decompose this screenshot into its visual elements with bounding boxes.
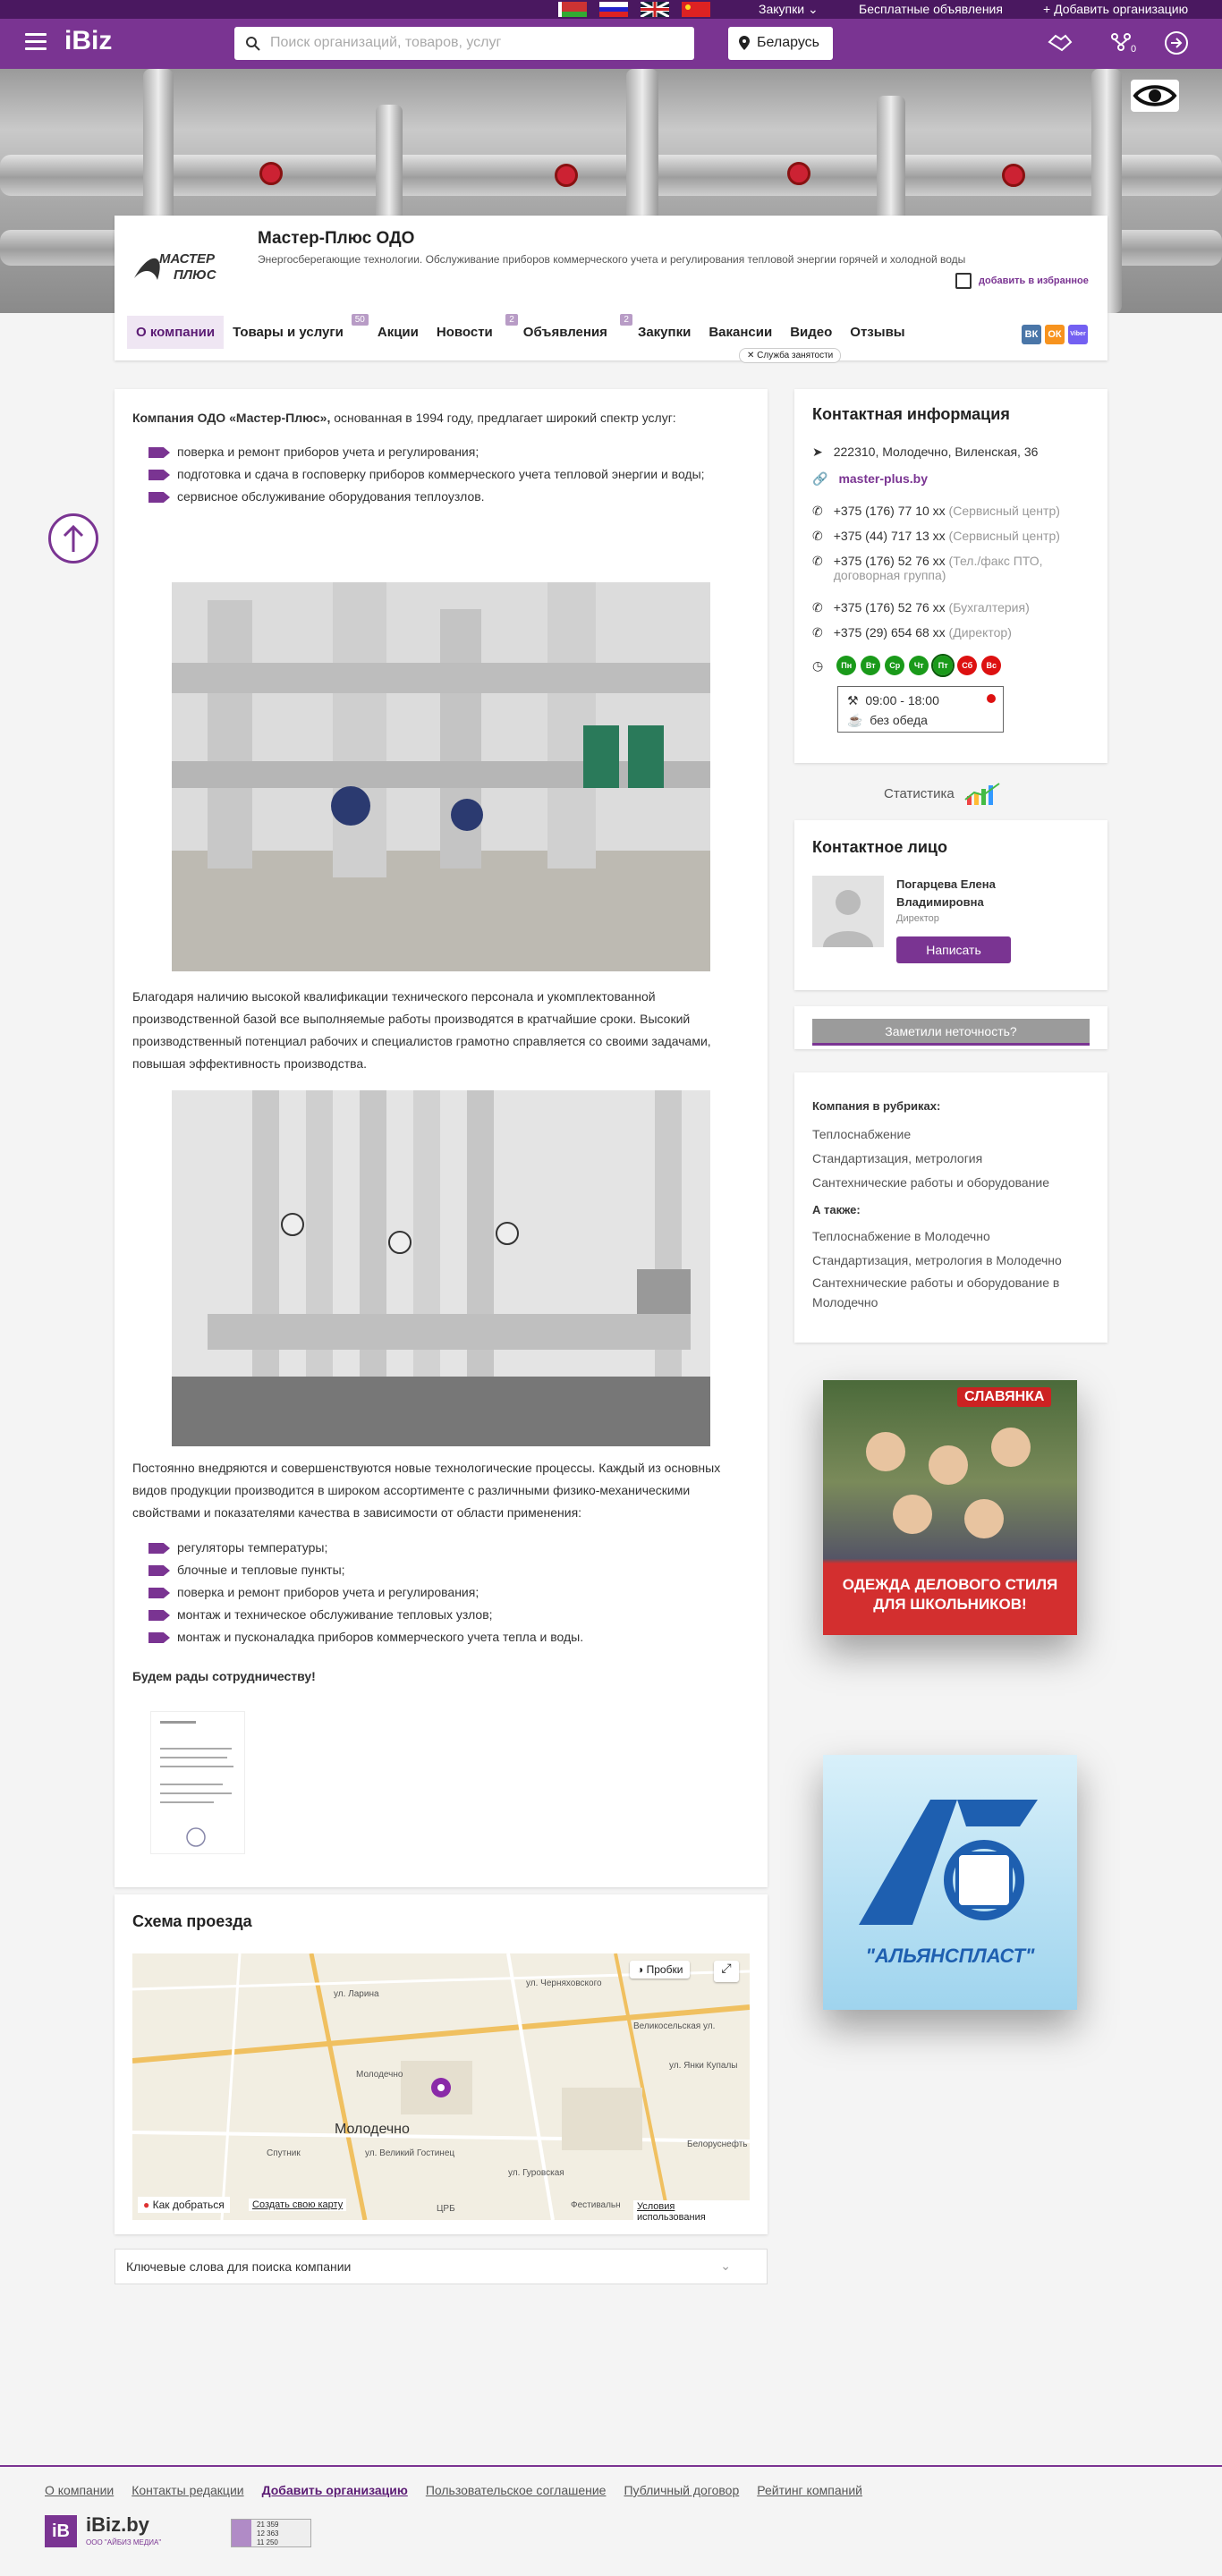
about-section (115, 389, 768, 1887)
cn-flag-icon[interactable] (682, 2, 710, 17)
coffee-icon: ☕ (847, 713, 863, 727)
statistics-link[interactable] (884, 782, 1005, 807)
footer (0, 2390, 1222, 2576)
location-pin-icon (739, 36, 750, 50)
employment-service-badge[interactable]: ✕ Служба занятости (739, 348, 841, 363)
certificate-document-image[interactable] (150, 1711, 245, 1854)
uk-flag-icon[interactable] (641, 2, 669, 17)
language-flags (558, 2, 710, 17)
slavyanka-ad[interactable] (823, 1380, 1077, 1635)
address-row (812, 445, 1099, 460)
services-list (149, 441, 748, 508)
phone-number[interactable]: +375 (176) 52 76 xx (833, 600, 946, 614)
site-row (812, 471, 1099, 487)
keywords-accordion[interactable] (115, 2249, 768, 2284)
hours-text: 09:00 - 18:00 (865, 693, 939, 708)
intro-text: основанная в 1994 году, предлагает широкий спектр услуг: (330, 411, 676, 425)
company-tabs (127, 314, 914, 350)
tab-label: Отзывы (850, 324, 905, 340)
yandex-map[interactable] (132, 1953, 750, 2220)
search-placeholder: Поиск организаций, товаров, услуг (270, 35, 502, 50)
footer-divider (0, 2465, 1222, 2467)
fullscreen-icon[interactable]: ⤢ (714, 1961, 739, 1982)
footer-brand-sub: ООО "АЙБИЗ МЕДИА" (86, 2538, 162, 2546)
company-subtitle: Энергосберегающие технологии. Обслуживание приборов коммерческого учета и регулирования тепловой энергии горячей и холодной воды (258, 253, 966, 266)
compare-count: 0 (1131, 44, 1137, 55)
map-street-label: Великосельская ул. (633, 2021, 716, 2031)
ad-text: ОДЕЖДА ДЕЛОВОГО СТИЛЯ ДЛЯ ШКОЛЬНИКОВ! (842, 1576, 1058, 1613)
footer-link[interactable]: Рейтинг компаний (757, 2483, 862, 2497)
company-card (115, 216, 1107, 360)
map-poi-label: Фестивальн (571, 2200, 621, 2210)
footer-link[interactable]: Контакты редакции (132, 2483, 244, 2497)
phone-row (812, 600, 1099, 615)
favorite-label: добавить в избранное (979, 275, 1089, 286)
tab-label: Акции (377, 324, 419, 340)
lunch-text: без обеда (870, 713, 928, 727)
region-select[interactable] (728, 27, 833, 60)
phone-row (812, 554, 1099, 582)
tab-goods[interactable] (224, 314, 365, 349)
site-logo[interactable]: iBiz (64, 26, 113, 55)
phone-row (812, 625, 1099, 640)
company-name: Мастер-Плюс ОДО (258, 229, 415, 248)
statistics-label: Статистика (884, 785, 955, 801)
list-item: поверка и ремонт приборов учета и регулирования; (149, 441, 748, 463)
phone-row (812, 504, 1099, 519)
tab-purchases[interactable] (629, 316, 700, 349)
header (0, 19, 1222, 69)
rubric-city-link[interactable]: Стандартизация, метрология в Молодечно (812, 1253, 1062, 1267)
footer-links (45, 2483, 862, 2497)
day-badge[interactable]: Ср (885, 656, 904, 675)
tab-vacancies[interactable] (700, 316, 781, 349)
list-item: регуляторы температуры; (149, 1537, 748, 1559)
phone-icon: ✆ (812, 554, 823, 568)
work-days (812, 656, 1001, 675)
rubric-city-link[interactable]: Сантехнические работы и оборудование в Молодечно (812, 1275, 1060, 1309)
tab-label: Закупки (637, 324, 692, 340)
arrow-up-icon (51, 516, 96, 561)
list-item: подготовка и сдача в госповерку приборов коммерческого учета тепловой энергии и воды; (149, 463, 748, 486)
day-badge[interactable]: Чт (909, 656, 929, 675)
map-poi-label: ЦРБ (437, 2204, 455, 2214)
tab-label: Новости (436, 324, 493, 340)
by-flag-icon[interactable] (558, 2, 587, 17)
working-hours-popup (837, 686, 1004, 733)
free-ads-link[interactable]: Бесплатные объявления (859, 2, 1003, 16)
rubrics-panel (794, 1072, 1107, 1343)
top-strip (0, 0, 1222, 19)
clock-icon: ◷ (812, 657, 824, 673)
also-title: А также: (812, 1203, 861, 1216)
handshake-icon[interactable] (1047, 30, 1073, 56)
ok-icon[interactable]: ОК (1045, 325, 1065, 344)
map-poi-label: Белоруснефть (687, 2140, 748, 2149)
region-label: Беларусь (757, 35, 819, 50)
list-item: монтаж и пусконаладка приборов коммерческого учета тепла и воды. (149, 1626, 748, 1648)
tab-news[interactable] (428, 314, 514, 349)
footer-link[interactable]: Публичный договор (624, 2483, 740, 2497)
list-item: блочные и тепловые пункты; (149, 1559, 748, 1581)
map-title: Схема проезда (132, 1912, 252, 1930)
tab-promotions[interactable] (369, 316, 428, 349)
map-poi-label: Спутник (267, 2148, 301, 2158)
logo-text-1: МАСТЕР (159, 251, 216, 267)
counter-icon (232, 2520, 251, 2546)
tab-label: Объявления (522, 324, 607, 340)
report-panel (794, 1006, 1107, 1049)
ad-brand: СЛАВЯНКА (957, 1387, 1051, 1407)
tab-badge: 2 (620, 314, 632, 326)
site-link[interactable]: master-plus.by (838, 471, 929, 486)
route-label: Как добраться (152, 2199, 225, 2211)
viber-icon[interactable]: Viber (1068, 325, 1088, 344)
day-badge[interactable]: Вс (981, 656, 1001, 675)
phone-icon: ✆ (812, 600, 823, 614)
login-icon[interactable] (1163, 30, 1190, 56)
link-icon: 🔗 (812, 471, 828, 486)
boiler-room-photo[interactable] (172, 582, 710, 971)
report-error-button[interactable]: Заметили неточность? (812, 1019, 1090, 1046)
phone-row (812, 529, 1099, 544)
intro-paragraph (132, 407, 750, 429)
list-item: сервисное обслуживание оборудования теплоузлов. (149, 486, 748, 508)
logo-text-2: ПЛЮС (174, 267, 216, 283)
counter-value: 11 250 (257, 2538, 278, 2546)
alliansplast-ad[interactable] (823, 1755, 1077, 2010)
tab-about[interactable] (127, 316, 224, 349)
status-dot (987, 694, 996, 703)
tab-video[interactable] (781, 316, 841, 349)
keywords-label: Ключевые слова для поиска компании (126, 2259, 352, 2274)
contact-person-title: Контактное лицо (812, 838, 947, 856)
add-to-favorites[interactable] (955, 273, 1089, 289)
rubric-link[interactable]: Стандартизация, метрология (812, 1151, 983, 1165)
write-message-button[interactable]: Написать (896, 936, 1011, 963)
phone-note: (Тел./факс ПТО, договорная группа) (833, 554, 1043, 582)
rubrics-title: Компания в рубриках: (812, 1099, 941, 1113)
phone-icon: ✆ (812, 529, 823, 543)
compare-button[interactable] (1107, 30, 1137, 61)
intro-bold: Компания ОДО «Мастер-Плюс», (132, 411, 331, 425)
search-icon (245, 36, 261, 52)
employment-service-label: Служба занятости (757, 351, 834, 360)
visitor-counter[interactable] (231, 2519, 311, 2547)
map-street-label: ул. Черняховского (526, 1979, 602, 1988)
phone-icon: ✆ (812, 504, 823, 518)
contact-person-panel (794, 820, 1107, 990)
chart-icon (963, 782, 1005, 807)
list-item: монтаж и техническое обслуживание тепловых узлов; (149, 1604, 748, 1626)
tab-label: Видео (790, 324, 833, 340)
person-role: Директор (896, 913, 939, 924)
footer-link[interactable]: О компании (45, 2483, 115, 2497)
footer-link[interactable]: Пользовательское соглашение (425, 2483, 607, 2497)
social-share (1022, 325, 1088, 344)
map-street-label: ул. Гуровская (508, 2168, 564, 2178)
footer-logo-icon: iB (45, 2515, 77, 2547)
search-input[interactable] (234, 27, 694, 60)
map-street-label: ул. Янки Купалы (669, 2061, 738, 2071)
heating-unit-photo[interactable] (172, 1090, 710, 1446)
address-text: 222310, Молодечно, Виленская, 36 (833, 445, 1039, 459)
phone-icon: ✆ (812, 625, 823, 640)
company-logo (131, 242, 229, 296)
day-badge[interactable]: Сб (957, 656, 977, 675)
traffic-label: Пробки (646, 1963, 683, 1976)
tab-label: Товары и услуги (233, 324, 344, 340)
add-organization-link[interactable]: + Добавить организацию (1043, 2, 1189, 16)
tools-icon: ⚒ (847, 693, 859, 708)
vk-icon[interactable]: ВК (1022, 325, 1041, 344)
day-badge[interactable]: Пн (836, 656, 856, 675)
create-map-link[interactable]: Создать свою карту (249, 2199, 346, 2211)
map-street-label: Молодечно (356, 2070, 403, 2080)
phone-number[interactable]: +375 (29) 654 68 xx (833, 625, 946, 640)
technology-paragraph: Постоянно внедряются и совершенствуются новые технологические процессы. Каждый из основных видов продукции производится в широком ассортименте с различными физико-механическими свойствами и показателями качества в зависимости от области применения: (132, 1461, 721, 1520)
tab-ads[interactable] (514, 314, 629, 349)
phone-number[interactable]: +375 (44) 717 13 xx (833, 529, 946, 543)
rubric-city-link[interactable]: Теплоснабжение в Молодечно (812, 1229, 990, 1243)
phone-note: (Директор) (948, 625, 1012, 640)
phone-number[interactable]: +375 (176) 52 76 xx (833, 554, 946, 568)
counter-value: 21 359 (257, 2521, 279, 2529)
footer-link[interactable]: Добавить организацию (261, 2483, 408, 2497)
eye-icon (1131, 80, 1179, 112)
tab-badge: 50 (352, 314, 369, 326)
quality-paragraph: Благодаря наличию высокой квалификации технического персонала и укомплектованной производственной базой все выполняемые работы производятся в кратчайшие сроки. Высокий производственный потенциал рабочих и специалистов грамотно справляется со своими задачами, повышая эффективность производства. (132, 989, 711, 1071)
rubric-link[interactable]: Сантехнические работы и оборудование (812, 1175, 1050, 1190)
closing-text: Будем рады сотрудничеству! (132, 1669, 316, 1683)
chevron-down-icon: ⌄ (720, 2258, 731, 2273)
route-button[interactable] (138, 2197, 230, 2213)
location-arrow-icon: ➤ (812, 445, 823, 459)
tab-label: Вакансии (709, 324, 773, 340)
map-street-label: ул. Ларина (334, 1989, 379, 1999)
person-name: Погарцева Елена Владимировна (896, 877, 996, 909)
purchases-menu[interactable]: Закупки ⌄ (759, 2, 819, 16)
avatar (812, 876, 884, 947)
ad-text: "АЛЬЯНСПЛАСТ" (865, 1945, 1035, 1967)
visually-impaired-button[interactable] (1131, 80, 1179, 112)
phone-note: (Бухгалтерия) (948, 600, 1030, 614)
map-street-label: ул. Великий Гостинец (365, 2148, 455, 2158)
phone-number[interactable]: +375 (176) 77 10 xx (833, 504, 946, 518)
tab-reviews[interactable] (841, 316, 913, 349)
map-city-label: Молодечно (335, 2122, 410, 2137)
phone-note: (Сервисный центр) (948, 529, 1060, 543)
ru-flag-icon[interactable] (599, 2, 628, 17)
contact-info-panel (794, 389, 1107, 763)
phone-note: (Сервисный центр) (948, 504, 1060, 518)
day-badge[interactable]: Пт (933, 656, 953, 675)
tab-badge: 2 (505, 314, 518, 326)
route-pin-icon: ● (143, 2199, 150, 2211)
purchases-label: Закупки (759, 2, 805, 16)
traffic-button[interactable]: ◑ Пробки (630, 1961, 690, 1979)
list-item: поверка и ремонт приборов учета и регулирования; (149, 1581, 748, 1604)
map-section (115, 1894, 768, 2234)
rubric-link[interactable]: Теплоснабжение (812, 1127, 912, 1141)
favorite-checkbox[interactable] (955, 273, 972, 289)
counter-value: 12 363 (257, 2529, 279, 2538)
tab-label: О компании (136, 324, 216, 340)
day-badge[interactable]: Вт (861, 656, 880, 675)
scroll-up-button[interactable] (48, 513, 98, 564)
map-terms-link[interactable]: Условия использования (633, 2200, 750, 2220)
contact-info-title: Контактная информация (812, 405, 1010, 423)
footer-brand[interactable]: iBiz.by (86, 2513, 149, 2536)
products-list (149, 1537, 748, 1648)
menu-icon[interactable] (25, 33, 47, 51)
